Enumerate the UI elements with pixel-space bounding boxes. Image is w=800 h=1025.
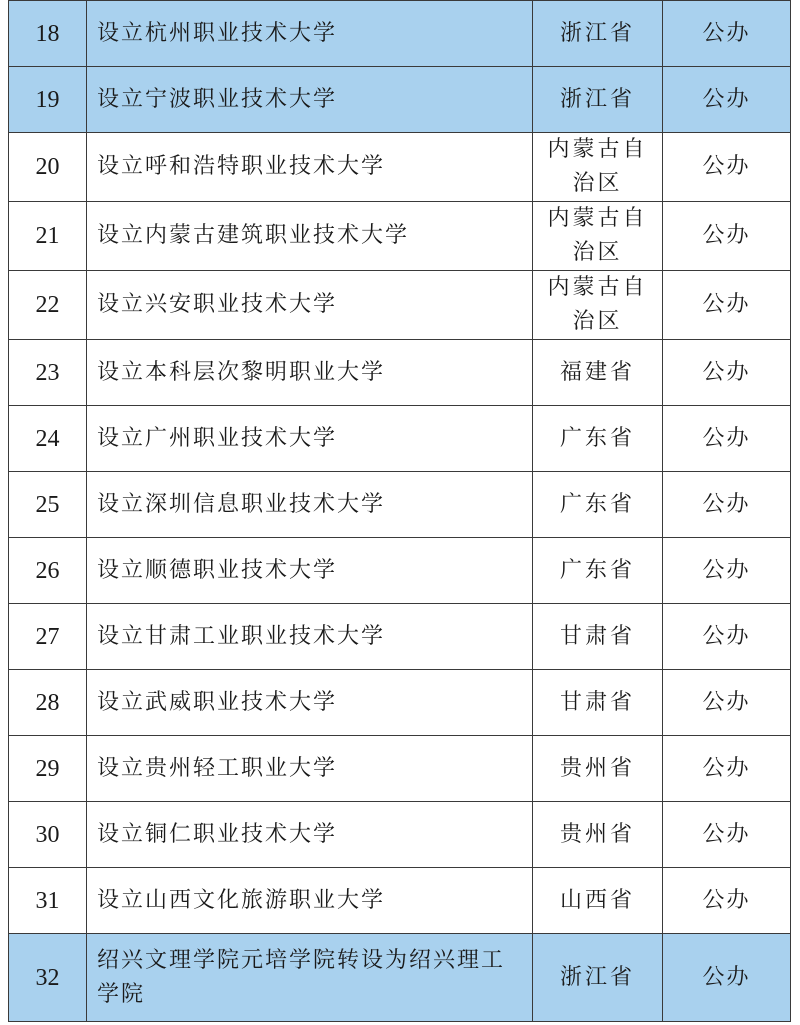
table-row xyxy=(9,802,791,868)
institution-name: 设立杭州职业技术大学 xyxy=(87,1,533,67)
ownership-type: 公办 xyxy=(663,202,791,271)
table-row xyxy=(9,472,791,538)
table-row xyxy=(9,406,791,472)
table-row xyxy=(9,271,791,340)
table-row xyxy=(9,133,791,202)
ownership-type: 公办 xyxy=(663,340,791,406)
table-row xyxy=(9,670,791,736)
ownership-type: 公办 xyxy=(663,670,791,736)
table-row xyxy=(9,202,791,271)
table-row xyxy=(9,868,791,934)
institution-name: 设立呼和浩特职业技术大学 xyxy=(87,133,533,202)
row-number: 31 xyxy=(9,868,87,934)
institution-name: 设立宁波职业技术大学 xyxy=(87,67,533,133)
row-number: 29 xyxy=(9,736,87,802)
province: 广东省 xyxy=(533,406,663,472)
province: 广东省 xyxy=(533,538,663,604)
province: 浙江省 xyxy=(533,67,663,133)
ownership-type: 公办 xyxy=(663,406,791,472)
institution-name: 设立武威职业技术大学 xyxy=(87,670,533,736)
institution-name: 设立铜仁职业技术大学 xyxy=(87,802,533,868)
ownership-type: 公办 xyxy=(663,736,791,802)
province: 贵州省 xyxy=(533,802,663,868)
province: 内蒙古自治区 xyxy=(533,271,663,340)
row-number: 27 xyxy=(9,604,87,670)
ownership-type: 公办 xyxy=(663,133,791,202)
institution-name: 设立兴安职业技术大学 xyxy=(87,271,533,340)
province: 贵州省 xyxy=(533,736,663,802)
ownership-type: 公办 xyxy=(663,472,791,538)
province: 福建省 xyxy=(533,340,663,406)
table-row xyxy=(9,538,791,604)
institution-name: 设立深圳信息职业技术大学 xyxy=(87,472,533,538)
province: 内蒙古自治区 xyxy=(533,133,663,202)
province: 内蒙古自治区 xyxy=(533,202,663,271)
table-row xyxy=(9,67,791,133)
province: 甘肃省 xyxy=(533,604,663,670)
province: 广东省 xyxy=(533,472,663,538)
ownership-type: 公办 xyxy=(663,67,791,133)
ownership-type: 公办 xyxy=(663,271,791,340)
row-number: 32 xyxy=(9,934,87,1022)
institution-name: 设立贵州轻工职业大学 xyxy=(87,736,533,802)
institution-name: 设立本科层次黎明职业大学 xyxy=(87,340,533,406)
table-row xyxy=(9,736,791,802)
province: 浙江省 xyxy=(533,934,663,1022)
row-number: 18 xyxy=(9,1,87,67)
institution-name: 设立顺德职业技术大学 xyxy=(87,538,533,604)
ownership-type: 公办 xyxy=(663,604,791,670)
row-number: 24 xyxy=(9,406,87,472)
row-number: 28 xyxy=(9,670,87,736)
row-number: 21 xyxy=(9,202,87,271)
table-row xyxy=(9,934,791,1022)
row-number: 22 xyxy=(9,271,87,340)
institution-name: 设立山西文化旅游职业大学 xyxy=(87,868,533,934)
table-row xyxy=(9,604,791,670)
institution-name: 设立内蒙古建筑职业技术大学 xyxy=(87,202,533,271)
ownership-type: 公办 xyxy=(663,538,791,604)
province: 甘肃省 xyxy=(533,670,663,736)
institution-name: 绍兴文理学院元培学院转设为绍兴理工学院 xyxy=(87,934,533,1022)
table-row xyxy=(9,1,791,67)
ownership-type: 公办 xyxy=(663,868,791,934)
ownership-type: 公办 xyxy=(663,1,791,67)
ownership-type: 公办 xyxy=(663,934,791,1022)
table-row xyxy=(9,340,791,406)
row-number: 26 xyxy=(9,538,87,604)
province: 浙江省 xyxy=(533,1,663,67)
row-number: 30 xyxy=(9,802,87,868)
row-number: 20 xyxy=(9,133,87,202)
institution-name: 设立甘肃工业职业技术大学 xyxy=(87,604,533,670)
institution-name: 设立广州职业技术大学 xyxy=(87,406,533,472)
ownership-type: 公办 xyxy=(663,802,791,868)
row-number: 19 xyxy=(9,67,87,133)
row-number: 25 xyxy=(9,472,87,538)
institutions-table xyxy=(8,0,791,1022)
province: 山西省 xyxy=(533,868,663,934)
row-number: 23 xyxy=(9,340,87,406)
